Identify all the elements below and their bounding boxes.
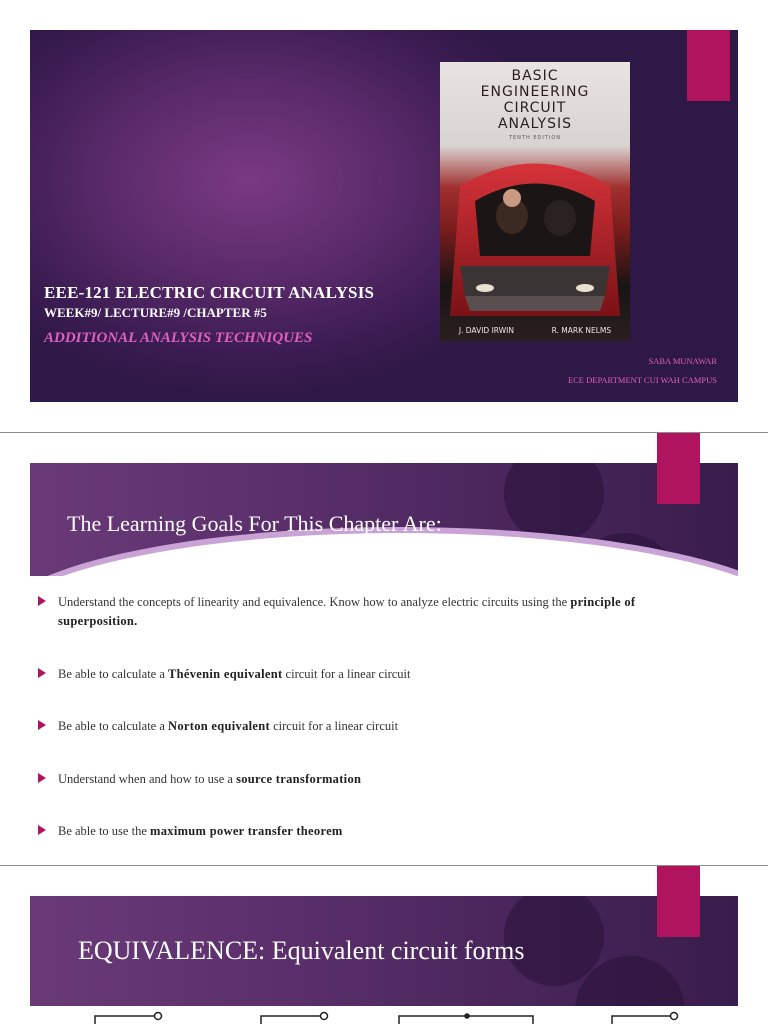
slide-title: The Learning Goals For This Chapter Are: xyxy=(67,511,442,536)
department-name: ECE DEPARTMENT CUI WAH CAMPUS xyxy=(567,375,717,385)
textbook-edition: TENTH EDITION xyxy=(508,135,562,141)
textbook-cover xyxy=(440,62,630,341)
bullet-arrow-icon xyxy=(38,668,46,678)
bullet-arrow-icon xyxy=(38,596,46,606)
textbook-authors: J. DAVID IRWIN R. MARK NELMS xyxy=(458,326,612,335)
equivalence-slide xyxy=(0,866,768,1024)
title-slide xyxy=(0,0,768,432)
lecture-info: WEEK#9/ LECTURE#9 /CHAPTER #5 xyxy=(44,305,267,320)
textbook-title: BASIC ENGINEERING CIRCUIT ANALYSIS xyxy=(480,68,590,132)
bullet-arrow-icon xyxy=(38,720,46,730)
accent-tag xyxy=(657,866,700,937)
accent-tag xyxy=(657,433,700,504)
title-slide-panel xyxy=(30,30,738,402)
course-title: EEE-121 ELECTRIC CIRCUIT ANALYSIS xyxy=(44,283,375,302)
accent-tag xyxy=(687,30,730,101)
circuit-diagrams-top xyxy=(0,1007,768,1024)
bullet-arrow-icon xyxy=(38,825,46,835)
lecture-subtitle: ADDITIONAL ANALYSIS TECHNIQUES xyxy=(44,330,313,346)
car-illustration xyxy=(440,146,630,316)
instructor-name: SABA MUNAWAR xyxy=(648,356,717,366)
slide-title: EQUIVALENCE: Equivalent circuit forms xyxy=(78,936,525,965)
bullet-arrow-icon xyxy=(38,773,46,783)
learning-goals-slide: The Learning Goals For This Chapter Are: Understand the concepts of linearity and equivalence. Know how to analyze electric circuits using the principle of superposition. Be able to calculate a Thévenin equivalent circuit for a linear circuit Be able to calculate a Norton equivalent circuit for a linear circuit Understand when and how to use a source transformation Be able to use the maximum power transfer theorem xyxy=(0,433,768,865)
